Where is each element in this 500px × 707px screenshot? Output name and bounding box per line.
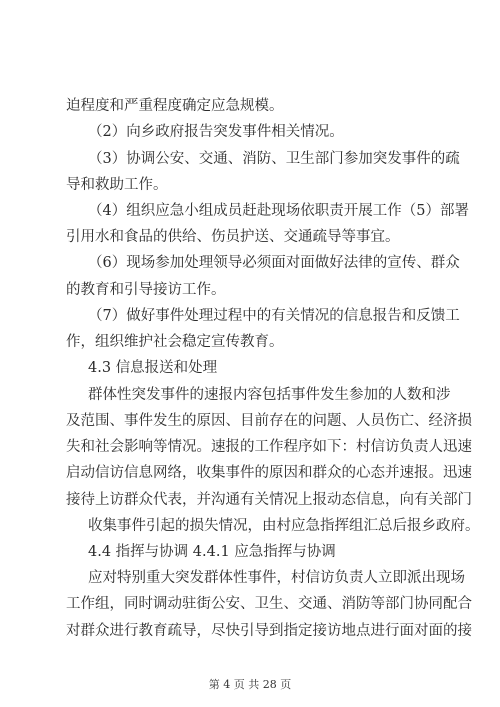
text-line: （6）现场参加处理领导必须面对面做好法律的宣传、群众	[88, 255, 460, 271]
text-line: （2）向乡政府报告突发事件相关情况。	[88, 124, 344, 140]
text-line: 导和救助工作。	[66, 177, 168, 193]
text-line: 失和社会影响等情况。速报的工作程序如下：村信访负责人迅速	[66, 439, 472, 455]
text-line: 启动信访信息网络，收集事件的原因和群众的心态并速报。迅速	[66, 465, 472, 481]
section-heading: 4.3 信息报送和处理	[88, 360, 218, 376]
text-line: 对群众进行教育疏导，尽快引导到指定接访地点进行面对面的接	[66, 623, 472, 639]
text-line: 接待上访群众代表，并沟通有关情况上报动态信息，向有关部门	[66, 492, 472, 508]
text-line: （7）做好事件处理过程中的有关情况的信息报告和反馈工	[88, 308, 460, 324]
section-heading: 4.4 指挥与协调 4.4.1 应急指挥与协调	[88, 544, 336, 560]
page-footer: 第 4 页 共 28 页	[208, 678, 292, 691]
text-line: 群体性突发事件的速报内容包括事件发生参加的人数和涉	[88, 387, 451, 403]
text-line: （3）协调公安、交通、消防、卫生部门参加突发事件的疏	[88, 151, 460, 167]
text-line: 的教育和引导接访工作。	[66, 282, 226, 298]
text-line: 迫程度和严重程度确定应急规模。	[66, 98, 284, 114]
text-line: 及范围、事件发生的原因、目前存在的问题、人员伤亡、经济损	[66, 413, 472, 429]
text-line: 应对特别重大突发群体性事件，村信访负责人立即派出现场	[88, 570, 465, 586]
text-line: 作，组织维护社会稳定宣传教育。	[66, 334, 284, 350]
text-line: 收集事件引起的损失情况，由村应急指挥组汇总后报乡政府。	[88, 518, 480, 534]
text-line: 引用水和食品的供给、伤员护送、交通疏导等事宜。	[66, 229, 400, 245]
text-line: 工作组，同时调动驻街公安、卫生、交通、消防等部门协同配合	[66, 596, 472, 612]
text-line: （4）组织应急小组成员赶赴现场依职责开展工作（5）部署	[88, 203, 469, 219]
